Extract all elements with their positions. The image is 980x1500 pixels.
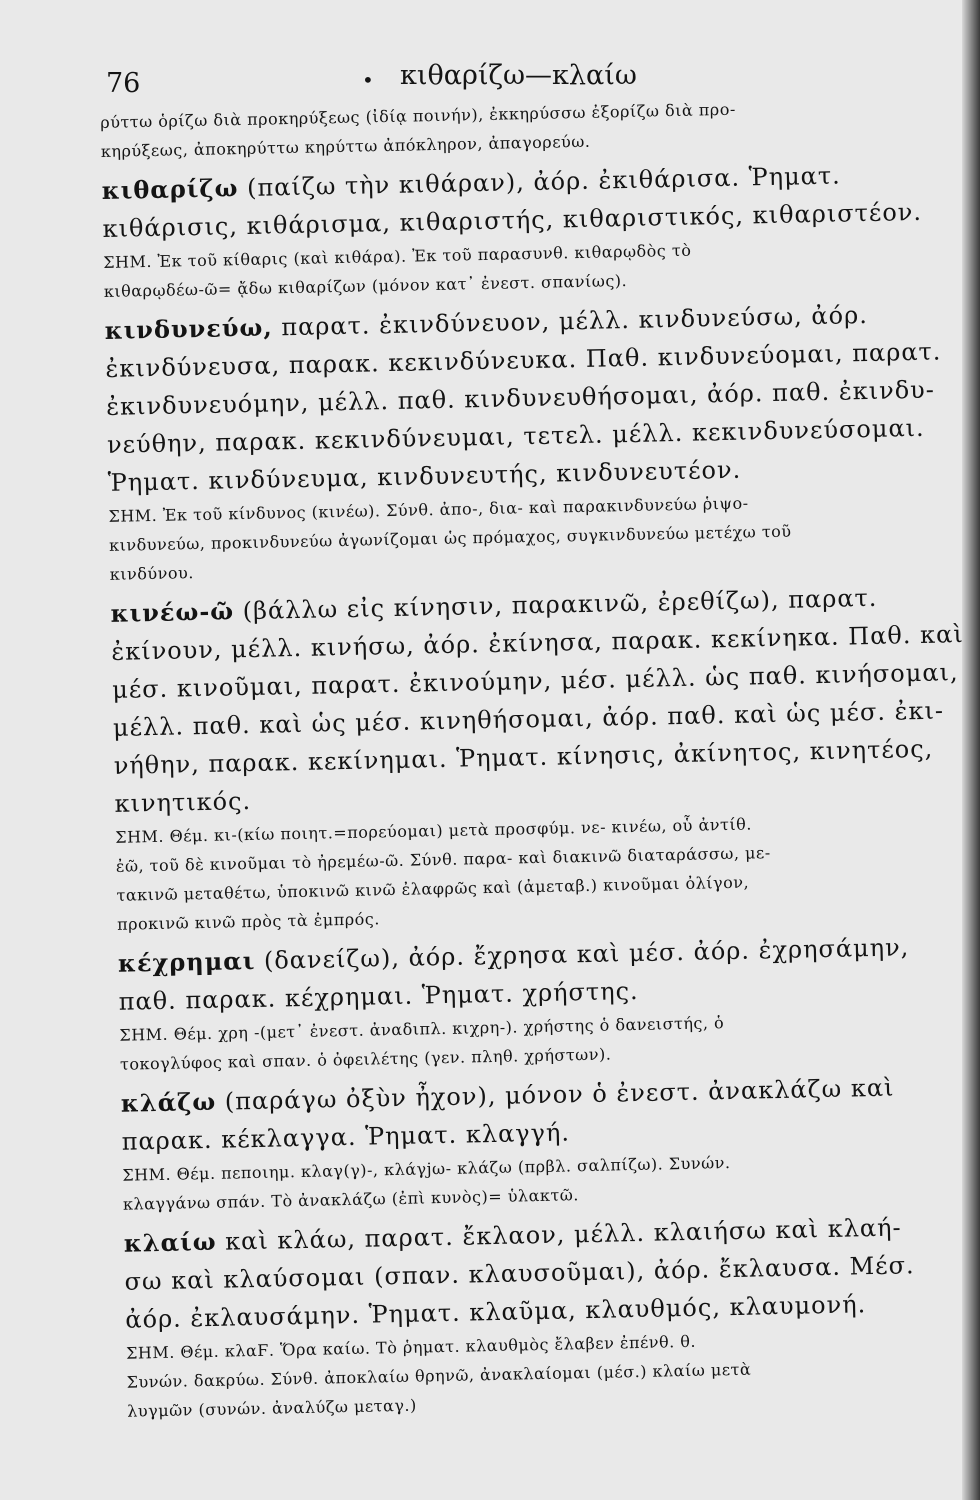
line-text: τοκογλύφος καὶ σπαν. ὁ ὀφειλέτης (γεν. πληθ. χρήστων). (119, 1044, 612, 1074)
headword: κέχρημαι (117, 945, 256, 978)
running-head: κιθαρίζω—κλαίω (400, 60, 637, 91)
line-text: ἐκινδυνευόμην, μέλλ. παθ. κινδυνευθήσομαι, ἀόρ. παθ. ἐκινδυ- (105, 375, 936, 421)
line-text: ρύττω ὁρίζω διὰ προκηρύξεως (ἰδίᾳ ποινήν), ἐκκηρύσσω ἐξορίζω διὰ προ- (100, 99, 736, 132)
line-text: ΣΗΜ. Θέμ. κι-(κίω ποιητ.=πορεύομαι) μετὰ προσφύμ. νε- κινέω, οὗ ἀντίθ. (115, 814, 753, 847)
line-text: ΣΗΜ. Ἐκ τοῦ κίνδυνος (κινέω). Σύνθ. ἀπο-, δια- καὶ παρακινδυνεύω ῥιψο- (108, 493, 749, 526)
line-text: ΣΗΜ. Θέμ. χρη -(μετ᾽ ἐνεστ. ἀναδιπλ. κιχρη-). χρήστης ὁ δανειστής, ὁ (119, 1013, 725, 1045)
line-text: μέσ. κινοῦμαι, παρατ. ἐκινούμην, μέσ. μέλλ. ὡς παθ. κινήσομαι, (111, 658, 959, 704)
line-text: μέλλ. παθ. καὶ ὡς μέσ. κινηθήσομαι, ἀόρ. παθ. καὶ ὡς μέσ. ἐκι- (112, 696, 945, 742)
line-text: κλαγγάνω σπάν. Τὸ ἀνακλάζω (ἐπὶ κυνὸς)= ὑλακτῶ. (122, 1185, 580, 1214)
line-text: ΣΗΜ. Θέμ. κλαϜ. Ὅρα καίω. Τὸ ῥηματ. κλαυθμὸς ἔλαβεν ἐπένθ. θ. (125, 1331, 697, 1363)
line-text: (παίζω τὴν κιθάραν), ἀόρ. ἐκιθάρισα. Ῥηματ. (238, 161, 842, 203)
line-text: ΣΗΜ. Ἐκ τοῦ κίθαρις (καὶ κιθάρα). Ἐκ τοῦ παρασυνθ. κιθαρῳδὸς τὸ (103, 240, 692, 272)
line-text: προκινῶ κινῶ πρὸς τὰ ἐμπρός. (116, 909, 380, 934)
line-text: ἐκίνουν, μέλλ. κινήσω, ἀόρ. ἐκίνησα, παρακ. κεκίνηκα. Παθ. καὶ (111, 620, 964, 666)
line-text: ἐῶ, τοῦ δὲ κινοῦμαι τὸ ἠρεμέω-ῶ. Σύνθ. παρα- καὶ διακινῶ διαταράσσω, με- (115, 843, 771, 876)
line-text: τακινῶ μεταθέτω, ὑποκινῶ κινῶ ἐλαφρῶς καὶ (ἀμεταβ.) κινοῦμαι ὀλίγον, (116, 872, 750, 905)
line-text: Συνών. δακρύω. Σύνθ. ἀποκλαίω θρηνῶ, ἀνακλαίομαι (μέσ.) κλαίω μετὰ (126, 1359, 752, 1392)
line-text: ἐκινδύνευσα, παρακ. κεκινδύνευκα. Παθ. κινδυνεύομαι, παρατ. (105, 337, 942, 383)
line-text: ἀόρ. ἐκλαυσάμην. Ῥηματ. κλαῦμα, κλαυθμός, κλαυμονή. (125, 1290, 867, 1334)
headword: κινέω-ῶ (110, 596, 235, 628)
line-text: (δανείζω), ἀόρ. ἔχρησα καὶ μέσ. ἀόρ. ἐχρησάμην, (255, 933, 910, 975)
headword: κιθαρίζω (101, 173, 239, 205)
line-text: καὶ κλάω, παρατ. ἔκλαον, μέλλ. κλαιήσω καὶ κλαή- (216, 1213, 902, 1256)
entries-body (100, 91, 964, 1426)
line-text: (παράγω ὀξὺν ἦχον), μόνον ὁ ἐνεστ. ἀνακλάζω καὶ (215, 1073, 895, 1116)
line-text: κινδύνου. (109, 563, 194, 584)
line-text: παθ. παρακ. κέχρημαι. Ῥηματ. χρήστης. (118, 976, 639, 1016)
line-text: κιθάρισις, κιθάρισμα, κιθαριστής, κιθαριστικός, κιθαριστέον. (102, 197, 923, 243)
line-text: κινητικός. (114, 786, 252, 818)
line-text: νεύθην, παρακ. κεκινδύνευμαι, τετελ. μέλλ. κεκινδυνεύσομαι. (106, 413, 925, 459)
line-text: κιθαρῳδέω-ῶ= ᾄδω κιθαρίζων (μόνον κατ᾽ ἐνεστ. σπανίως). (103, 271, 628, 301)
line-text: ΣΗΜ. Θέμ. πεποιημ. κλαγ(γ)-, κλάγjω- κλάζω (πρβλ. σαλπίζω). Συνών. (122, 1153, 731, 1185)
headword: κλαίω (123, 1226, 217, 1258)
line-text: (βάλλω εἰς κίνησιν, παρακινῶ, ἐρεθίζω), παρατ. (233, 583, 878, 626)
line-text: παρακ. κέκλαγγα. Ῥηματ. κλαγγή. (121, 1118, 571, 1156)
headword: κινδυνεύω, (104, 312, 273, 345)
line-text: Ῥηματ. κινδύνευμα, κινδυνευτής, κινδυνευτέον. (107, 455, 742, 497)
line-text: λυγμῶν (συνών. ἀναλύζω μεταγ.) (127, 1395, 417, 1421)
line-text: σω καὶ κλαύσομαι (σπαν. κλαυσοῦμαι), ἀόρ. ἔκλαυσα. Μέσ. (124, 1251, 915, 1296)
line-text: παρατ. ἐκινδύνευον, μέλλ. κινδυνεύσω, ἀόρ. (272, 300, 869, 342)
page-edge-shadow (962, 0, 980, 1500)
header-dot: • (362, 68, 374, 92)
page-number: 76 (106, 68, 141, 99)
line-text: νήθην, παρακ. κεκίνημαι. Ῥηματ. κίνησις, ἀκίνητος, κινητέος, (113, 734, 934, 780)
headword: κλάζω (120, 1086, 217, 1118)
line-text: κηρύξεως, ἀποκηρύττω κηρύττω ἀπόκληρον, ἀπαγορεύω. (100, 131, 591, 161)
line-text: κινδυνεύω, προκινδυνεύω ἀγωνίζομαι ὡς πρόμαχος, συγκινδυνεύω μετέχω τοῦ (108, 521, 792, 555)
